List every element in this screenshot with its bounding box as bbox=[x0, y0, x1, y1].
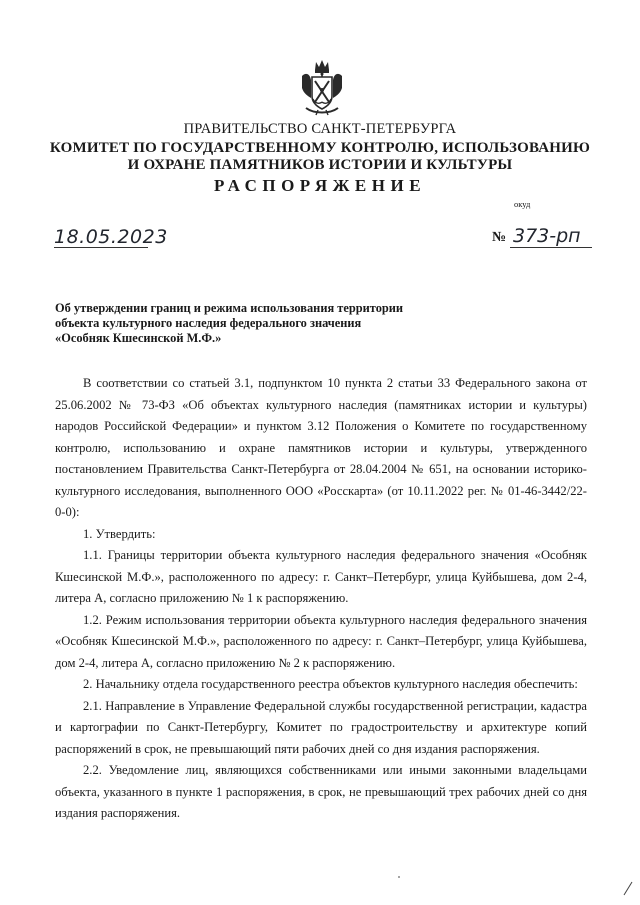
item-1: 1. Утвердить: bbox=[83, 526, 156, 541]
okud-label: окуд bbox=[514, 199, 531, 209]
government-name: ПРАВИТЕЛЬСТВО САНКТ-ПЕТЕРБУРГА bbox=[183, 121, 457, 137]
item-1-2: 1.2. Режим использования территории объекта культурного наследия федерального значения «Особняк Кшесинской М.Ф.», расположенного по адресу: г. Санкт–Петербург, улица Куйбышева, дом 2-4, литера А, согласно приложению № 2 к распоряжению. bbox=[55, 612, 587, 670]
committee-name-line1: КОМИТЕТ ПО ГОСУДАРСТВЕННОМУ КОНТРОЛЮ, ИСПОЛЬЗОВАНИЮ bbox=[49, 140, 591, 156]
subject-line: «Особняк Кшесинской М.Ф.» bbox=[55, 331, 222, 346]
document-type: РАСПОРЯЖЕНИЕ bbox=[213, 176, 427, 195]
item-2-1: 2.1. Направление в Управление Федеральной службы государственной регистрации, кадастра и картографии по Санкт-Петербургу, Комитет по градостроительству и архитектуре копий распоряжений в срок, не превышающий пяти рабочих дней со дня издания распоряжения. bbox=[55, 698, 587, 756]
committee-name-line2: И ОХРАНЕ ПАМЯТНИКОВ ИСТОРИИ И КУЛЬТУРЫ bbox=[127, 157, 513, 173]
date-underline bbox=[54, 247, 148, 248]
document-body bbox=[55, 373, 587, 825]
document-subject bbox=[55, 301, 403, 347]
subject-line: объекта культурного наследия федерального значения bbox=[55, 316, 362, 331]
number-sign: № bbox=[492, 230, 507, 245]
item-1-1: 1.1. Границы территории объекта культурного наследия федерального значения «Особняк Кшесинской М.Ф.», расположенного по адресу: г. Санкт–Петербург, улица Куйбышева, дом 2-4, литера А, согласно приложению № 1 к распоряжению. bbox=[55, 548, 587, 605]
item-2: 2. Начальнику отдела государственного реестра объектов культурного наследия обеспечить: bbox=[83, 677, 578, 691]
number-underline bbox=[510, 247, 592, 248]
document-number: 373-рп bbox=[513, 225, 581, 247]
preamble-paragraph: В соответствии со статьей 3.1, подпунктом 10 пункта 2 статьи 33 Федерального закона от 25.06.2002 № 73-ФЗ «Об объектах культурного наследия (памятниках истории и культуры) народов Российской Федерации» и пунктом 3.12 Положения о Комитете по государственному контролю, использованию и охране памятников истории и культуры, утвержденного постановлением Правительства Санкт-Петербурга от 28.04.2004 № 651, на основании историко-культурного исследования, выполненного ООО «Росскарта» (от 10.11.2022 рег. № 01-46-3442/22-0-0): bbox=[55, 376, 587, 519]
subject-line: Об утверждении границ и режима использования территории bbox=[55, 301, 404, 315]
item-2-2: 2.2. Уведомление лиц, являющихся собственниками или иными законными владельцами объекта, указанного в пункте 1 распоряжения, в срок, не превышающий трех рабочих дней со дня издания распоряжения. bbox=[55, 763, 587, 820]
scan-speck bbox=[398, 876, 400, 878]
pen-mark-icon bbox=[622, 880, 634, 896]
coat-of-arms-icon bbox=[298, 58, 346, 116]
document-date: 18.05.2023 bbox=[54, 226, 168, 248]
